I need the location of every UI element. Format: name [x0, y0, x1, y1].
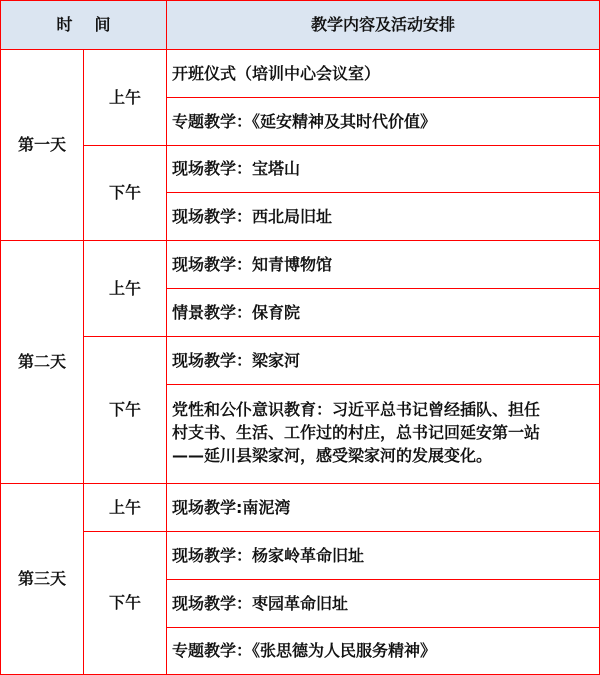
period-cell: 上午: [83, 240, 167, 337]
activity-cell: 现场教学:南泥湾: [166, 483, 600, 532]
period-cell: 上午: [83, 483, 167, 532]
activity-cell-long: [166, 384, 600, 484]
header-content: 教学内容及活动安排: [166, 0, 600, 50]
activity-cell: 现场教学：知青博物馆: [166, 240, 600, 289]
period-cell: 下午: [83, 145, 167, 241]
activity-cell: 现场教学：杨家岭革命旧址: [166, 531, 600, 580]
activity-line: 党性和公仆意识教育：习近平总书记曾经插队、担任: [172, 400, 541, 419]
day-cell: 第一天: [0, 49, 84, 241]
activity-cell: 现场教学：枣园革命旧址: [166, 579, 600, 628]
header-time: [0, 0, 167, 50]
period-cell: 下午: [83, 531, 167, 675]
day-cell: 第三天: [0, 483, 84, 675]
period-cell: 下午: [83, 336, 167, 484]
activity-line: ——延川县梁家河，感受梁家河的发展变化。: [172, 446, 493, 466]
period-cell: 上午: [83, 49, 167, 146]
activity-cell: 专题教学：《张思德为人民服务精神》: [166, 627, 600, 675]
activity-cell: 现场教学：西北局旧址: [166, 192, 600, 241]
header-time-part1: 时: [56, 15, 73, 35]
header-time-part2: 间: [94, 15, 111, 35]
activity-cell: 情景教学：保育院: [166, 288, 600, 337]
activity-cell: 现场教学：宝塔山: [166, 145, 600, 193]
activity-cell: 现场教学：梁家河: [166, 336, 600, 385]
activity-line: 村支书、生活、工作过的村庄，总书记回延安第一站: [172, 423, 541, 443]
activity-cell: 专题教学：《延安精神及其时代价值》: [166, 97, 600, 146]
activity-cell: 开班仪式（培训中心会议室）: [166, 49, 600, 98]
day-cell: 第二天: [0, 240, 84, 484]
